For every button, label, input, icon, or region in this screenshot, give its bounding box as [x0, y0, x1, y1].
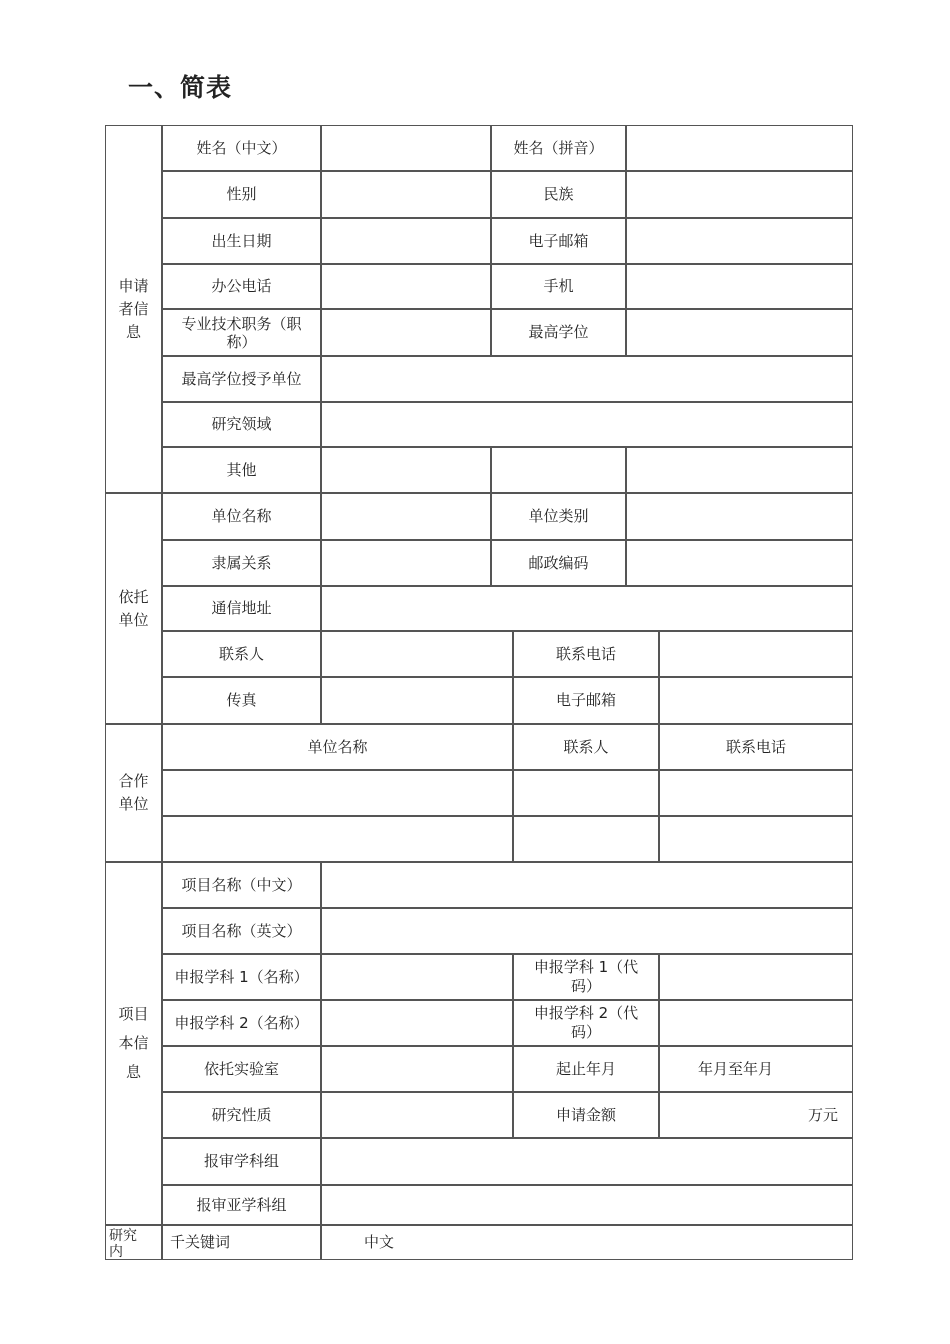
input-discipline1-code[interactable]	[659, 954, 853, 1000]
label-institution-email: 电子邮箱	[513, 677, 659, 724]
input-fax[interactable]	[321, 677, 513, 724]
section-research-label: 研究内	[105, 1225, 162, 1260]
input-review-group[interactable]	[321, 1138, 853, 1185]
label-period: 起止年月	[513, 1046, 659, 1092]
input-amount[interactable]	[659, 1092, 853, 1138]
input-institution-email[interactable]	[659, 677, 853, 724]
header-partner-contact-phone: 联系电话	[659, 724, 853, 770]
label-discipline1-code: 申报学科 1（代码）	[513, 954, 659, 1000]
keywords-lang: 中文	[364, 1233, 395, 1251]
label-keywords: 千关键词	[162, 1225, 321, 1260]
label-contact-phone: 联系电话	[513, 631, 659, 677]
input-project-name-en[interactable]	[321, 908, 853, 954]
input-highest-degree[interactable]	[626, 309, 853, 356]
input-name-cn[interactable]	[321, 125, 491, 171]
label-other: 其他	[162, 447, 321, 493]
input-unit-type[interactable]	[626, 493, 853, 540]
label-email: 电子邮箱	[491, 218, 626, 264]
label-review-group: 报审学科组	[162, 1138, 321, 1185]
input-other-2[interactable]	[491, 447, 626, 493]
header-partner-unit-name: 单位名称	[162, 724, 513, 770]
label-office-phone: 办公电话	[162, 264, 321, 309]
page-title: 一、简表	[128, 73, 233, 102]
input-lab[interactable]	[321, 1046, 513, 1092]
label-amount: 申请金额	[513, 1092, 659, 1138]
section-project-label: 项目本信息	[105, 862, 162, 1225]
label-research-nature: 研究性质	[162, 1092, 321, 1138]
input-partner1-contact-person[interactable]	[513, 770, 659, 816]
input-other-1[interactable]	[321, 447, 491, 493]
label-review-subgroup: 报审亚学科组	[162, 1185, 321, 1225]
label-discipline2-name: 申报学科 2（名称）	[162, 1000, 321, 1046]
label-unit-name: 单位名称	[162, 493, 321, 540]
label-mobile: 手机	[491, 264, 626, 309]
input-unit-name[interactable]	[321, 493, 491, 540]
input-partner2-contact-person[interactable]	[513, 816, 659, 862]
input-birth-date[interactable]	[321, 218, 491, 264]
label-postal-code: 邮政编码	[491, 540, 626, 586]
section-institution-label: 依托单位	[105, 493, 162, 724]
input-email[interactable]	[626, 218, 853, 264]
section-applicant-label: 申请者信息	[105, 125, 162, 493]
input-partner2-unit-name[interactable]	[162, 816, 513, 862]
amount-unit: 万元	[807, 1105, 838, 1124]
input-discipline2-code[interactable]	[659, 1000, 853, 1046]
input-discipline2-name[interactable]	[321, 1000, 513, 1046]
label-name-pinyin: 姓名（拼音）	[491, 125, 626, 171]
input-partner1-contact-phone[interactable]	[659, 770, 853, 816]
label-research-field: 研究领域	[162, 402, 321, 447]
input-degree-institution[interactable]	[321, 356, 853, 402]
input-contact-phone[interactable]	[659, 631, 853, 677]
label-unit-type: 单位类别	[491, 493, 626, 540]
section-partner-label: 合作单位	[105, 724, 162, 862]
input-discipline1-name[interactable]	[321, 954, 513, 1000]
input-other-3[interactable]	[626, 447, 853, 493]
label-highest-degree: 最高学位	[491, 309, 626, 356]
label-discipline1-name: 申报学科 1（名称）	[162, 954, 321, 1000]
input-gender[interactable]	[321, 171, 491, 218]
input-contact-person[interactable]	[321, 631, 513, 677]
input-review-subgroup[interactable]	[321, 1185, 853, 1225]
input-period[interactable]	[659, 1046, 853, 1092]
label-lab: 依托实验室	[162, 1046, 321, 1092]
label-gender: 性别	[162, 171, 321, 218]
label-name-cn: 姓名（中文）	[162, 125, 321, 171]
input-affiliation[interactable]	[321, 540, 491, 586]
input-postal-code[interactable]	[626, 540, 853, 586]
label-discipline2-code: 申报学科 2（代码）	[513, 1000, 659, 1046]
input-professional-title[interactable]	[321, 309, 491, 356]
input-mobile[interactable]	[626, 264, 853, 309]
input-research-nature[interactable]	[321, 1092, 513, 1138]
input-office-phone[interactable]	[321, 264, 491, 309]
label-project-name-en: 项目名称（英文）	[162, 908, 321, 954]
input-address[interactable]	[321, 586, 853, 631]
label-affiliation: 隶属关系	[162, 540, 321, 586]
input-keywords-cn[interactable]	[321, 1225, 853, 1260]
input-project-name-cn[interactable]	[321, 862, 853, 908]
header-partner-contact-person: 联系人	[513, 724, 659, 770]
label-degree-institution: 最高学位授予单位	[162, 356, 321, 402]
period-value: 年月至年月	[698, 1059, 774, 1078]
label-address: 通信地址	[162, 586, 321, 631]
input-partner1-unit-name[interactable]	[162, 770, 513, 816]
input-ethnicity[interactable]	[626, 171, 853, 218]
input-partner2-contact-phone[interactable]	[659, 816, 853, 862]
label-professional-title: 专业技术职务（职称）	[162, 309, 321, 356]
label-fax: 传真	[162, 677, 321, 724]
input-research-field[interactable]	[321, 402, 853, 447]
label-ethnicity: 民族	[491, 171, 626, 218]
label-birth-date: 出生日期	[162, 218, 321, 264]
input-name-pinyin[interactable]	[626, 125, 853, 171]
label-contact-person: 联系人	[162, 631, 321, 677]
label-project-name-cn: 项目名称（中文）	[162, 862, 321, 908]
